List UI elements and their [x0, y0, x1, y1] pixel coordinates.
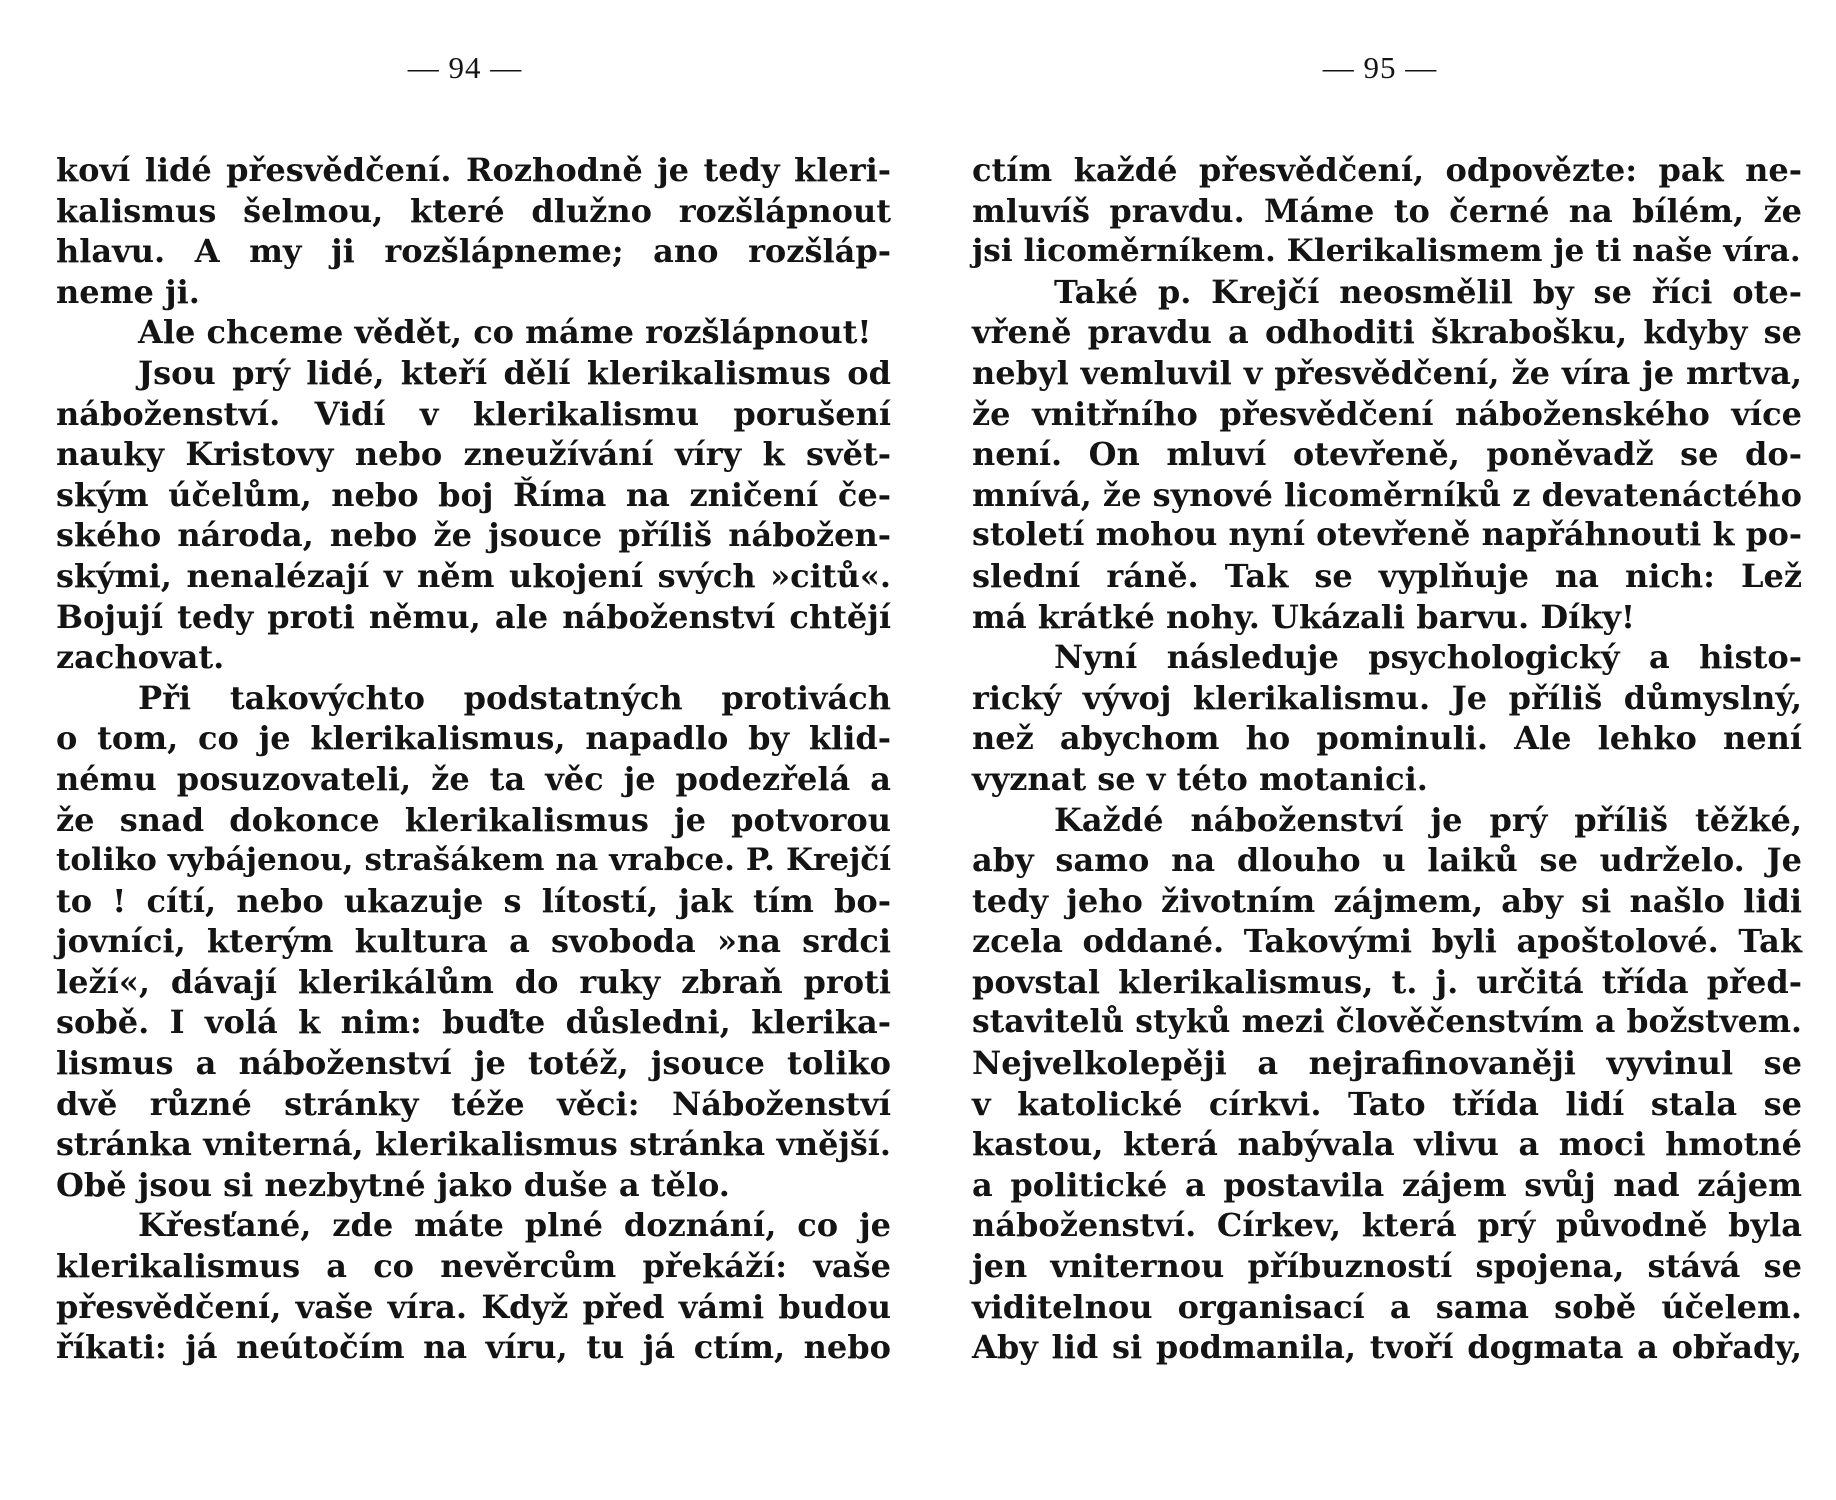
text-line: Křesťané, zde máte plné doznání, co je: [138, 1206, 891, 1245]
text-line: století mohou nyní otevřeně napřáhnouti k po-: [972, 516, 1802, 554]
text-line: říkati: já neútočím na víru, tu já ctím, nebo: [56, 1328, 891, 1367]
text-line: neme ji.: [56, 272, 200, 311]
text-line: jen vniternou příbuzností spojena, stává se: [972, 1247, 1802, 1286]
text-line: povstal klerikalismus, t. j. určitá třída před-: [972, 962, 1802, 1001]
text-line: skými, nenalézají v něm ukojení svých »citů«.: [56, 556, 891, 595]
text-line: přesvědčení, vaše víra. Když před vámi budou: [56, 1287, 891, 1326]
text-line: slední ráně. Tak se vyplňuje na nich: Lež: [972, 556, 1802, 595]
text-line: náboženství. Církev, která prý původně byla: [972, 1206, 1802, 1245]
text-line: mluvíš pravdu. Máme to černé na bílém, že: [972, 191, 1802, 230]
text-line: zachovat.: [56, 638, 225, 677]
text-line: tedy jeho životním zájmem, aby si našlo lidi: [972, 881, 1802, 920]
text-line: kastou, která nabývala vlivu a moci hmotné: [972, 1125, 1802, 1164]
text-line: ským účelům, nebo boj Říma na zničení če-: [56, 475, 891, 514]
text-line: nému posuzovateli, že ta věc je podezřelá a: [56, 759, 891, 798]
text-line: Aby lid si podmanila, tvoří dogmata a obřady,: [972, 1328, 1802, 1367]
text-line: že vnitřního přesvědčení náboženského více: [972, 394, 1802, 433]
text-line: Nejvelkolepěji a nejrafinovaněji vyvinul se: [972, 1044, 1802, 1083]
right-page-text: [972, 150, 1802, 1368]
text-line: koví lidé přesvědčení. Rozhodně je tedy kleri-: [56, 151, 891, 189]
text-line: viditelnou organisací a sama sobě účelem.: [972, 1287, 1802, 1326]
text-line: Také p. Krejčí neosmělil by se říci ote-: [1054, 272, 1802, 311]
text-line: náboženství. Vidí v klerikalismu porušení: [56, 394, 891, 433]
text-line: nauky Kristovy nebo zneužívání víry k svět-: [56, 435, 891, 474]
left-page-text: [56, 150, 891, 1368]
text-line: sobě. I volá k nim: buďte důsledni, klerika-: [56, 1003, 891, 1042]
text-line: vřeně pravdu a odhoditi škrabošku, kdyby se: [972, 313, 1802, 352]
page-number-left: — 94 —: [407, 50, 523, 85]
text-line: kalismus šelmou, které dlužno rozšlápnout: [56, 191, 891, 230]
text-line: aby samo na dlouho u laiků se udrželo. Je: [972, 841, 1802, 880]
text-line: to ! cítí, nebo ukazuje s lítostí, jak tím bo-: [56, 881, 891, 920]
text-line: Nyní následuje psychologický a histo-: [1054, 638, 1802, 677]
text-line: jovníci, kterým kultura a svoboda »na srdci: [56, 922, 891, 961]
text-line: leží«, dávají klerikálům do ruky zbraň proti: [56, 962, 891, 1001]
text-line: mnívá, že synové licoměrníků z devatenáctého: [972, 475, 1802, 514]
text-line: nebyl vemluvil v přesvědčení, že víra je mrtva,: [972, 353, 1802, 392]
text-line: jsi licoměrníkem. Klerikalismem je ti naše víra.: [972, 233, 1801, 270]
text-line: stavitelů styků mezi člověčenstvím a božstvem.: [972, 1003, 1802, 1041]
text-line: lismus a náboženství je totéž, jsouce toliko: [56, 1044, 891, 1083]
text-line: toliko vybájenou, strašákem na vrabce. P. Krejčí: [56, 842, 891, 879]
text-line: Každé náboženství je prý příliš těžké,: [1054, 800, 1802, 839]
text-line: v katolické církvi. Tato třída lidí stala se: [972, 1084, 1802, 1123]
text-line: Ale chceme vědět, co máme rozšlápnout!: [138, 313, 872, 352]
text-line: má krátké nohy. Ukázali barvu. Díky!: [972, 597, 1636, 636]
text-line: ského národa, nebo že jsouce příliš nábožen-: [56, 516, 891, 555]
text-line: a politické a postavila zájem svůj nad zájem: [972, 1165, 1802, 1204]
page-number-right: — 95 —: [1322, 50, 1438, 85]
text-line: ctím každé přesvědčení, odpovězte: pak ne-: [972, 151, 1802, 189]
text-line: Obě jsou si nezbytné jako duše a tělo.: [56, 1165, 730, 1204]
text-line: než abychom ho pominuli. Ale lehko není: [972, 719, 1802, 758]
text-line: že snad dokonce klerikalismus je potvorou: [56, 800, 891, 839]
text-line: Jsou prý lidé, kteří dělí klerikalismus od: [138, 353, 891, 392]
text-line: hlavu. A my ji rozšlápneme; ano rozšláp-: [56, 232, 891, 271]
text-line: Bojují tedy proti němu, ale náboženství chtějí: [56, 597, 891, 636]
text-line: klerikalismus a co nevěrcům překáží: vaše: [56, 1247, 891, 1286]
text-line: vyznat se v této motanici.: [972, 759, 1428, 798]
text-line: Při takovýchto podstatných protivách: [138, 678, 891, 717]
text-line: zcela oddané. Takovými byli apoštolové. Tak: [972, 922, 1802, 961]
text-line: není. On mluví otevřeně, poněvadž se do-: [972, 435, 1802, 474]
text-line: rický vývoj klerikalismu. Je příliš důmyslný,: [972, 678, 1802, 717]
text-line: o tom, co je klerikalismus, napadlo by klid-: [56, 719, 891, 758]
text-line: stránka vniterná, klerikalismus stránka vnější.: [56, 1125, 891, 1164]
text-line: dvě různé stránky téže věci: Náboženství: [56, 1084, 891, 1123]
